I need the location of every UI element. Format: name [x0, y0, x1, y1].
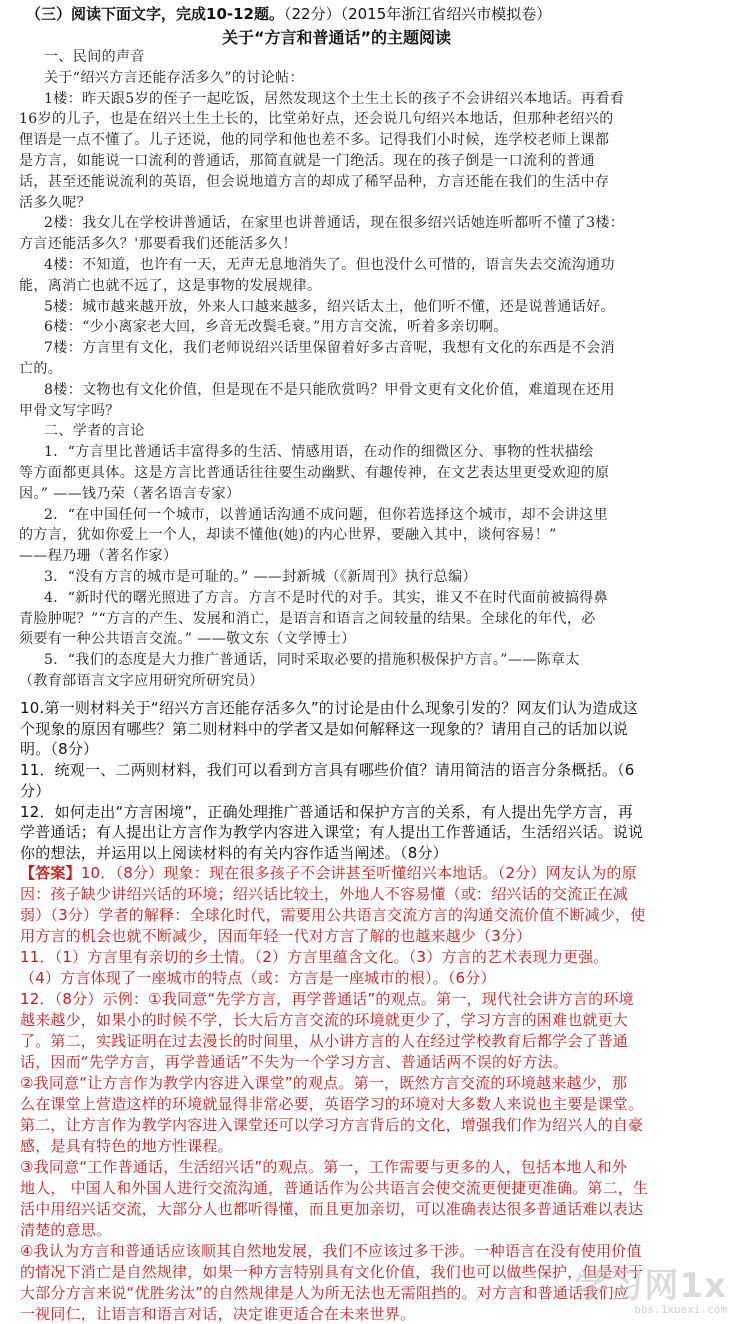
material-line: （教育部语言文字应用研究所研究员）: [19, 673, 264, 689]
question-line: 你的想法，并运用以上阅读材料的有关内容作适当阐述。（8分）: [20, 843, 448, 862]
answer-line: 大部分方言来说“优胜劣汰”的自然规律是人为所无法也无需阻挡的。对方言和普通话我们应: [20, 1284, 629, 1302]
material-line: 是方言，如能说一口流利的普通话，那简直就是一门绝活。现在的孩子倒是一口流利的普通: [19, 153, 595, 169]
material-line: 须要有一种公共语言交流。” ——敬文东（文学博士）: [19, 631, 356, 648]
material-line: 方言还能活多久？'那要看我们还能活多久！: [19, 236, 297, 253]
answer-line: 地人， 中国人和外国人进行交流沟通，普通话作为公共语言会使交流更便捷更准确。第二，生: [20, 1179, 649, 1197]
material-line: 俚语是一点不懂了。儿子还说，他的同学和他也差不多。记得我们小时候，连学校老师上课都: [19, 132, 610, 149]
material-line: 7楼：方言里有文化，我们老师说绍兴话里保留着好多古音呢，我想有文化的东西是不会消: [44, 340, 615, 357]
material-line: 话，甚至还能说流利的英语，但会说地道方言的却成了稀罕品种，方言还能在我们的生活中存: [19, 173, 610, 190]
material-line: 6楼：“少小离家老大回，乡音无改鬓毛衰。”用方言交流，听着多亲切啊。: [44, 319, 508, 336]
answer-line: 活中用绍兴话交流，大部分人也都听得懂，而且更加亲切，可以准确表达很多普通话难以表达: [20, 1200, 644, 1218]
material-line: 一、民间的声音: [44, 49, 145, 65]
answer-line: 么在课堂上营造这样的环境就显得非常必要，英语学习的环境对大多数人来说也主要是课堂。: [20, 1095, 644, 1113]
material-line: 4楼：不知道，也许有一天，无声无息地消失了。但也没什么可惜的，语言失去交流沟通功: [44, 257, 615, 273]
material-line: 1．“方言里比普通话丰富得多的生活、情感用语，在动作的细微区分、事物的性状描绘: [44, 444, 594, 461]
material-line: ——程乃珊（著名作家）: [19, 548, 178, 565]
watermark-url: bbs.1xuexi.com: [634, 1303, 727, 1316]
section-header: [26, 3, 551, 24]
answer-line: 因：孩子缺少讲绍兴话的环境；绍兴话比较土，外地人不容易懂（或：绍兴话的交流正在减: [20, 885, 629, 903]
material-line: 8楼：文物也有文化价值，但是现在不是只能欣赏吗？甲骨文更有文化价值，难道现在还用: [44, 381, 615, 398]
question-line: 12．如何走出“方言困境”，正确处理推广普通话和保护方言的关系，有人提出先学方言，再: [20, 802, 634, 821]
question-line: 个现象的原因有哪些？第二则材料中的学者又是如何解释这一现象的？请用自己的话加以说: [20, 719, 629, 738]
section-header-meta: （22分）（2015年浙江省绍兴市模拟卷）: [283, 5, 552, 23]
answer-line: 11．（1）方言里有亲切的乡土情。（2）方言里蕴含文化。（3）方言的艺术表现力更强。: [20, 948, 609, 966]
material-line: 3．“没有方言的城市是可耻的。” ——封新城（《新周刊》执行总编）: [44, 569, 477, 585]
material-line: 的方言，犹如你爱上一个人，却读不懂他(她)的内心世界，要融入其中，谈何容易！”: [19, 527, 557, 544]
answer-line: （4）方言体现了一座城市的特点（或：方言是一座城市的根）。（6分）: [20, 969, 496, 987]
material-line: 5楼：城市越来越开放，外来人口越来越多，绍兴话太土，他们听不懂，还是说普通话好。: [44, 298, 615, 315]
material-line: 青脸肿呢？”“方言的产生、发展和消亡，是语言和语言之间较量的结果。全球化的年代，必: [19, 610, 596, 627]
material-line: 关于“绍兴方言还能存活多久”的讨论帖：: [44, 69, 304, 86]
answer-line: 感，是具有特色的地方性课程。: [20, 1137, 233, 1155]
answer-line: 12．（8分）示例：①我同意“先学方言，再学普通话”的观点。第一，现代社会讲方言的环境: [20, 990, 634, 1008]
material-line: 1楼：昨天跟5岁的侄子一起吃饭，居然发现这个土生土长的孩子不会讲绍兴本地话。再看看: [44, 90, 625, 107]
answer-line: 了。第二，实践证明在过去漫长的时间里，从小讲方言的人在经过学校教育后都学会了普通: [20, 1032, 629, 1050]
answer-line: ③我同意“工作普通话，生活绍兴话”的观点。第一，工作需要与更多的人，包括本地人和外: [20, 1158, 628, 1176]
answer-line: ②我同意“让方言作为教学内容进入课堂”的观点。第一，既然方言交流的环境越来越少，那: [20, 1074, 628, 1092]
question-line: 10.第一则材料关于“绍兴方言还能存活多久”的讨论是由什么现象引发的？网友们认为造成这: [20, 699, 639, 717]
answer-line: 一视同仁，让语言和语言对话，决定谁更适合在未来世界。: [20, 1305, 416, 1323]
answer-first-line: [20, 862, 637, 883]
answer-line: 弱）（3分）学者的解释：全球化时代，需要用公共语言交流方言的沟通交流价值不断减少，使: [20, 906, 646, 924]
material-line: 因。” ——钱乃荣（著名语言专家）: [19, 485, 241, 502]
material-line: 能，离消亡也就不远了，这是事物的发展规律。: [19, 277, 322, 294]
reading-title: 关于“方言和普通话”的主题阅读: [222, 28, 452, 47]
material-line: 二、学者的言论: [44, 423, 145, 440]
material-line: 亡的。: [19, 361, 63, 377]
question-line: 分）: [20, 781, 51, 800]
answer-line: 清楚的意思。: [20, 1221, 112, 1239]
material-line: 活多久呢？: [19, 194, 91, 211]
question-line: 学普通话；有人提出让方言作为教学内容进入课堂；有人提出工作普通话，生活绍兴话。说说: [20, 823, 644, 842]
material-line: 甲骨文写字吗？: [19, 402, 120, 419]
material-line: 16岁的儿子，也是在绍兴土生土长的，比堂弟好点，还会说几句绍兴本地话，但那种老绍兴的: [19, 111, 614, 128]
material-line: 2楼：我女儿在学校讲普通话，在家里也讲普通话，现在很多绍兴话她连听都听不懂了3楼：: [44, 215, 625, 232]
answer-line: 第二，让方言作为教学内容进入课堂还可以学习方言背后的文化，增强我们作为绍兴人的自豪: [20, 1116, 644, 1134]
material-line: 等方面都更具体。这是方言比普通话往往要生动幽默、有趣传神，在文艺表达里更受欢迎的原: [19, 465, 610, 481]
watermark: [574, 1266, 727, 1316]
answer-line: 话，因而“先学方言，再学普通话”不失为一个学习方言、普通话两不误的好方法。: [20, 1053, 568, 1071]
answer-line: 的情况下消亡是自然规律，如果一种方言特别具有文化价值，我们也可以做些保护，但是对于: [20, 1263, 644, 1281]
answer-first-text: 10．（8分）现象：现在很多孩子不会讲甚至听懂绍兴本地话。（2分）网友认为的原: [80, 864, 637, 882]
question-line: 明。（8分）: [20, 740, 99, 759]
section-header-text: （三）阅读下面文字，完成10-12题。: [26, 5, 284, 23]
material-line: 4．“新时代的曙光照进了方言。方言不是时代的对手。其实，谁又不在时代面前被搞得鼻: [44, 589, 609, 606]
answer-line: 越来越少，如果小的时候不学，长大后方言交流的环境就更少了，学习方言的困难也就更大: [20, 1011, 629, 1029]
question-line: 11．统观一、二两则材料，我们可以看到方言具有哪些价值？请用简洁的语言分条概括。（6: [20, 761, 635, 780]
material-line: 5．“我们的态度是大力推广普通话，同时采取必要的措施积极保护方言。”——陈章太: [44, 652, 580, 669]
answer-line: ④我认为方言和普通话应该顺其自然地发展，我们不应该过多干涉。一种语言在没有使用价值: [20, 1242, 642, 1260]
material-line: 2．“在中国任何一个城市，以普通话沟通不成问题，但你若选择这个城市，却不会讲这里: [44, 506, 609, 523]
watermark-logo: 学习网1x: [574, 1266, 727, 1306]
answer-tag: 【答案】: [20, 864, 81, 882]
answer-line: 用方言的机会也就不断减少，因而年轻一代对方言了解的也越来越少（3分）: [20, 927, 532, 945]
